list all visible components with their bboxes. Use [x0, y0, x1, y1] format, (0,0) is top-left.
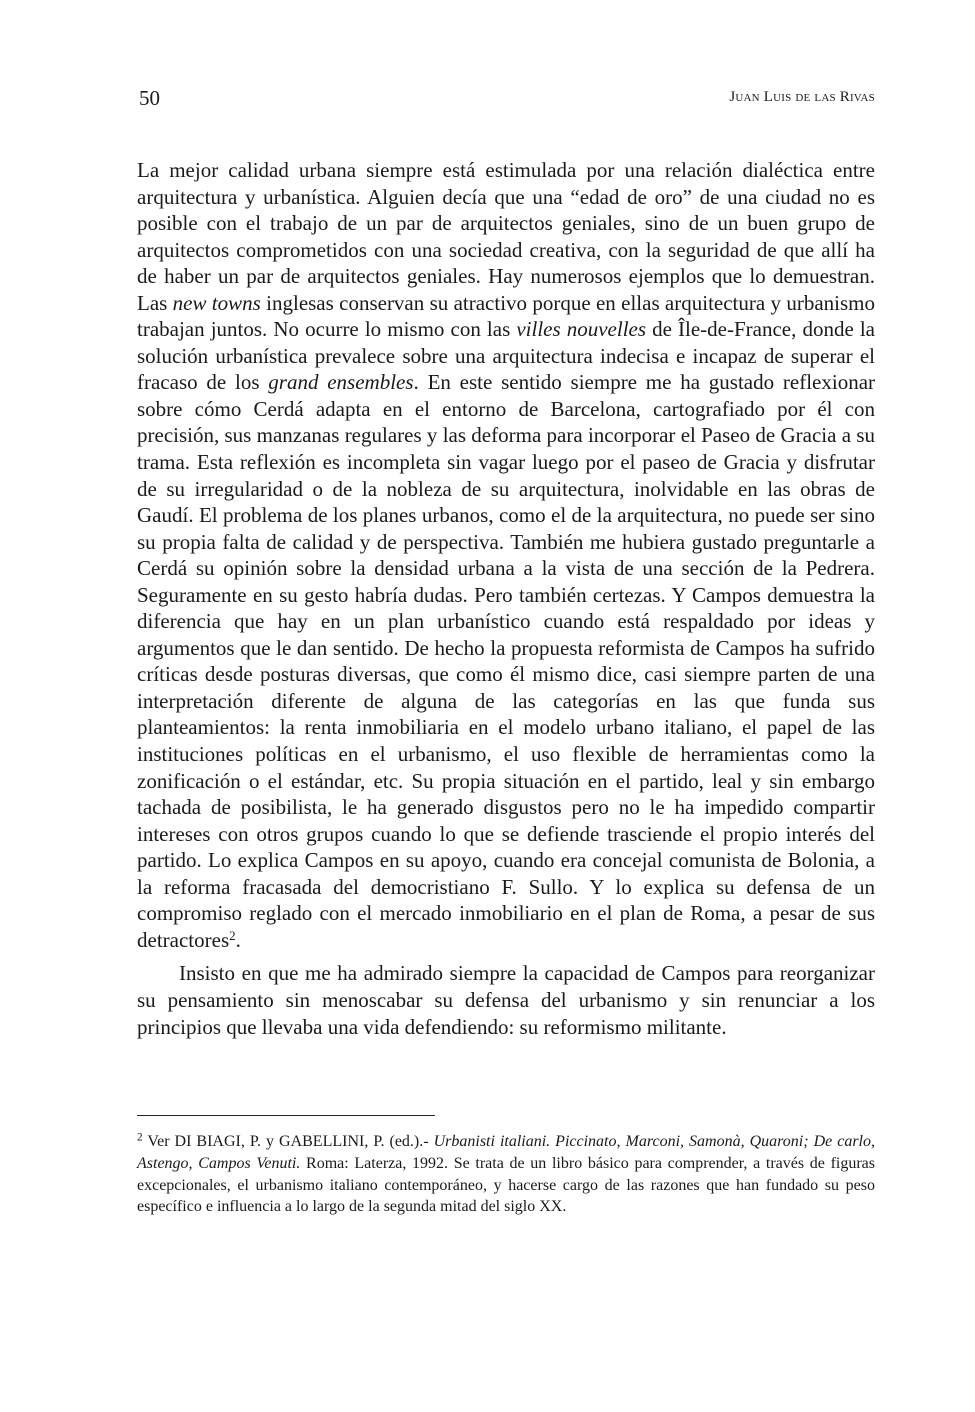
footnote-number: 2 — [137, 1131, 143, 1144]
paragraph-1 — [137, 157, 875, 953]
footnote-separator — [137, 1115, 435, 1116]
footnote-italic-title: Urbanisti italiani. Piccinato, Marconi, Samonà, Quaroni; De carlo, Astengo, Campos Venuti. — [137, 1133, 876, 1172]
p1-text-1: La mejor calidad urbana siempre está estimulada por una relación dialéctica entre arquitectura y urbanística. Alguien decía que una “edad de oro” de una ciudad no es posible con el trabajo de un par de arquitectos geniales, sino de un buen grupo de arquitectos comprometidos con una sociedad creativa, con la seguridad de que allí ha de haber un par de arquitectos geniales. Hay numerosos ejemplos que lo demuestran. Las — [137, 158, 875, 315]
page-number: 50 — [139, 86, 160, 110]
running-header — [137, 86, 875, 116]
p1-italic-new-towns: new towns — [172, 290, 261, 315]
footnote-paragraph — [137, 1131, 875, 1218]
footnote — [137, 1131, 875, 1218]
book-page — [137, 0, 875, 1412]
p1-italic-grand-ensembles: grand ensembles — [268, 370, 414, 395]
footnote-reference: 2 — [229, 927, 236, 943]
p1-text-2: inglesas conservan su atractivo porque en ellas arquitectura y urbanismo trabajan juntos. No ocurre lo mismo con las — [137, 290, 876, 342]
footnote-text-2: Roma: Laterza, 1992. Se trata de un libro básico para comprender, a través de figuras excepcionales, el urbanismo italiano contemporáneo, y hacerse cargo de las razones que han fundado su peso específico e influencia a lo largo de la segunda mitad del siglo XX. — [137, 1154, 875, 1216]
body-text — [137, 157, 875, 1040]
p1-text-4: . En este sentido siempre me ha gustado reflexionar sobre cómo Cerdá adapta en el entorno de Barcelona, cartografiado por él con precisión, sus manzanas regulares y las deforma para incorporar el Paseo de Gracia a su trama. Esta reflexión es incompleta sin vagar luego por el paseo de Gracia y disfrutar de su irregularidad o de la nobleza de su arquitectura, inolvidable en las obras de Gaudí. El problema de los planes urbanos, como el de la arquitectura, no puede ser sino su propia falta de calidad y de perspectiva. También me hubiera gustado preguntarle a Cerdá su opinión sobre la densidad urbana a la vista de una sección de la Pedrera. Seguramente en su gesto habría dudas. Pero también certezas. Y Campos demuestra la diferencia que hay en un plan urbanístico cuando está respaldado por ideas y argumentos que le dan sentido. De hecho la propuesta reformista de Campos ha sufrido críticas desde posturas diversas, que como él mismo dice, casi siempre parten de una interpretación diferente de alguna de las categorías en las que funda sus planteamientos: la renta inmobiliaria en el modelo urbano italiano, el papel de las instituciones políticas en el urbanismo, el uso flexible de herramientas como la zonificación o el estándar, etc. Su propia situación en el partido, leal y sin embargo tachada de posibilista, le ha generado disgustos pero no le ha impedido compartir intereses con otros grupos cuando lo que se defiende trasciende el propio interés del partido. Lo explica Campos en su apoyo, cuando era concejal comunista de Bolonia, a la reforma fracasada del democristiano F. Sullo. Y lo explica su defensa de un compromiso reglado con el mercado inmobiliario en el plan de Roma, a pesar de sus detractores — [137, 370, 876, 952]
p1-text-3: de Île-de-France, donde la solución urbanística prevalece sobre una arquitectura indecisa e incapaz de superar el fracaso de los — [137, 317, 875, 395]
p1-italic-villes-nouvelles: villes nouvelles — [516, 317, 647, 342]
header-author: Juan Luis de las Rivas — [729, 89, 875, 105]
footnote-text-1: Ver DI BIAGI, P. y GABELLINI, P. (ed.).- — [142, 1133, 434, 1150]
p1-text-end: . — [235, 927, 241, 952]
paragraph-2: Insisto en que me ha admirado siempre la capacidad de Campos para reorganizar su pensamiento sin menoscabar su defensa del urbanismo y sin renunciar a los principios que llevaba una vida defendiendo: su reformismo militante. — [137, 961, 875, 1039]
